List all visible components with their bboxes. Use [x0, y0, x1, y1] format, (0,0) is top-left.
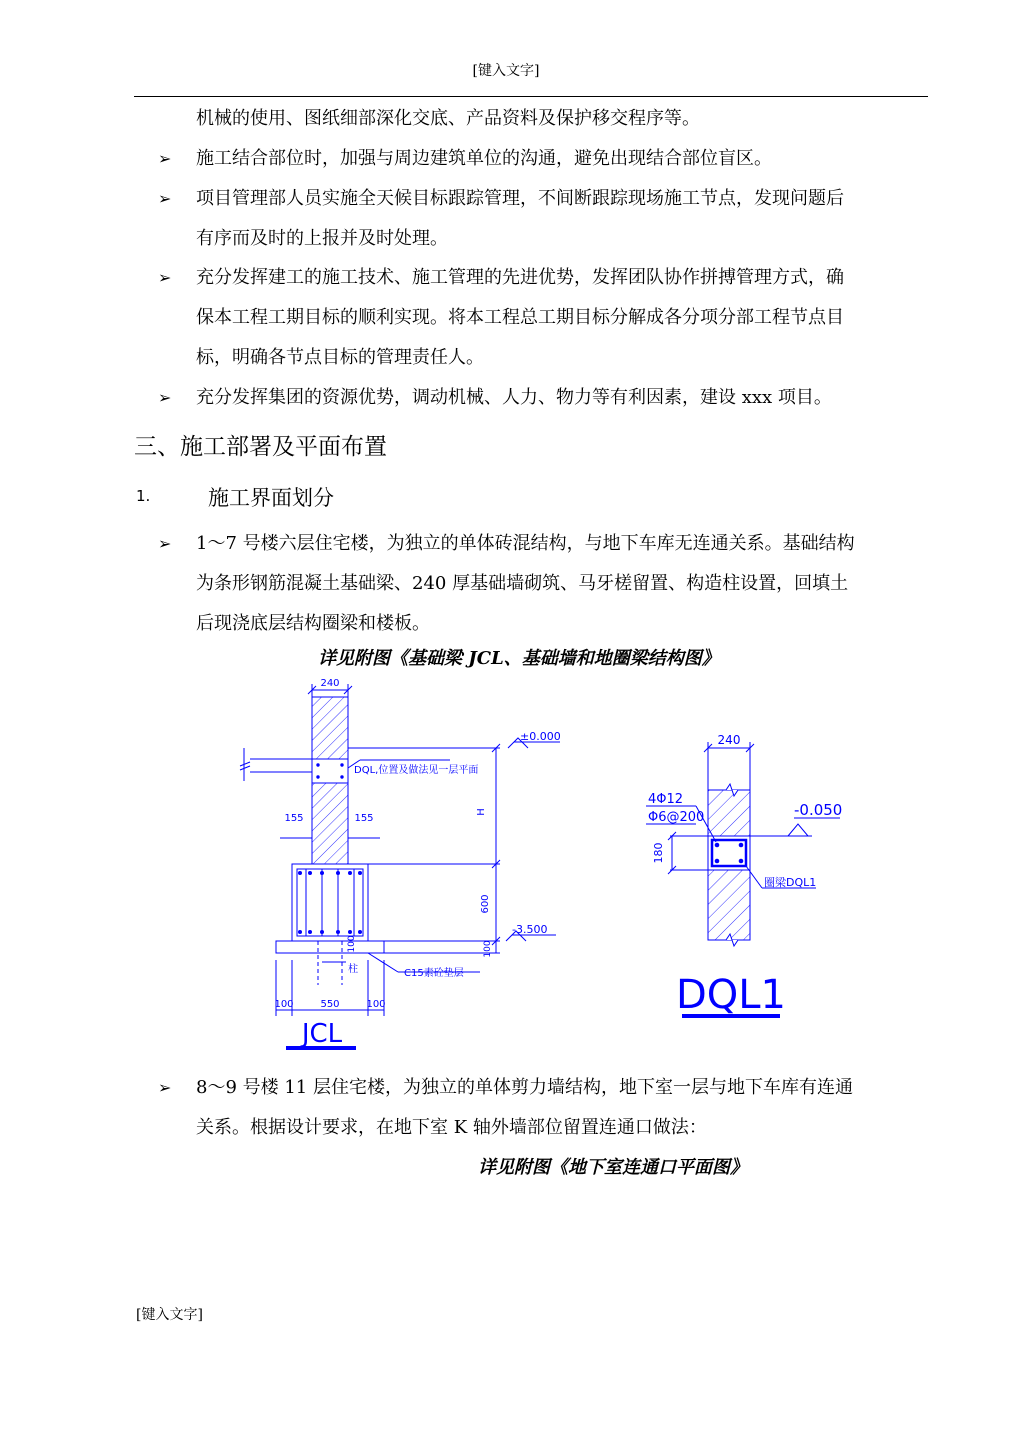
dql1-rebar-stirrup: Φ6@200: [648, 810, 705, 825]
page-header: [键入文字]: [472, 63, 540, 79]
bullet-item-text: 充分发挥建工的施工技术、施工管理的先进优势，发挥团队协作拼搏管理方式，确: [196, 267, 844, 288]
bullet-item-text: 后现浇底层结构圈梁和楼板。: [196, 613, 430, 634]
subsection-heading: 施工界面划分: [208, 486, 334, 510]
dql1-rebar-main: 4Φ12: [648, 792, 684, 807]
bullet-item-text: 1～7 号楼六层住宅楼，为独立的单体砖混结构，与地下车库无连通关系。基础结构: [196, 533, 855, 554]
bullet-item-text: 项目管理部人员实施全天候目标跟踪管理，不间断跟踪现场施工节点，发现问题后: [196, 188, 844, 209]
page-footer: [键入文字]: [136, 1307, 203, 1323]
bullet-item-text: 充分发挥集团的资源优势，调动机械、人力、物力等有利因素，建设 xxx 项目。: [196, 387, 832, 408]
bullet-item-text: 保本工程工期目标的顺利实现。将本工程总工期目标分解成各分项分部工程节点目: [196, 307, 844, 328]
subsection-number: 1.: [136, 487, 151, 505]
jcl-dim-600: 600: [480, 894, 491, 914]
jcl-elev-bottom: -3.500: [512, 923, 548, 936]
section-heading: 三、施工部署及平面布置: [134, 434, 387, 460]
bullet-item-text: 为条形钢筋混凝土基础梁、240 厚基础墙砌筑、马牙槎留置、构造柱设置，回填土: [196, 573, 849, 594]
bullet-item-text: 施工结合部位时，加强与周边建筑单位的沟通，避免出现结合部位盲区。: [196, 148, 772, 169]
jcl-c15-note: C15素砼垫层: [404, 968, 464, 979]
jcl-dim-bottom-100-right: 100: [366, 999, 386, 1010]
jcl-dim-top: 240: [320, 678, 340, 689]
paragraph-line: 机械的使用、图纸细部深化交底、产品资料及保护移交程序等。: [196, 108, 700, 129]
dql1-elev: -0.050: [794, 801, 843, 819]
jcl-dim-155-left: 155: [284, 813, 304, 824]
dql1-title: DQL1: [675, 972, 787, 1018]
jcl-dim-100-v1: 100: [347, 935, 357, 953]
jcl-h-label: H: [476, 808, 487, 816]
jcl-elev-top: ±0.000: [520, 730, 561, 743]
jcl-dim-155-right: 155: [354, 813, 374, 824]
jcl-title: JCL: [301, 1019, 343, 1049]
figure-caption: 详见附图《基础梁 JCL、基础墙和地圈梁结构图》: [318, 648, 720, 669]
dql1-dim-180: 180: [652, 842, 665, 864]
jcl-section-drawing: [240, 684, 560, 1048]
bullet-item-text: 关系。根据设计要求，在地下室 K 轴外墙部位留置连通口做法：: [196, 1117, 707, 1138]
bullet-item-text: 8～9 号楼 11 层住宅楼，为独立的单体剪力墙结构，地下室一层与地下车库有连通: [196, 1077, 853, 1098]
bullet-arrow-icon: ➢: [158, 1078, 172, 1097]
bullet-item-text: 有序而及时的上报并及时处理。: [196, 228, 448, 249]
jcl-zhu-label: 柱: [348, 964, 358, 975]
bullet-arrow-icon: ➢: [158, 189, 172, 208]
jcl-rebar-dots: [298, 871, 362, 934]
dql1-dim-top: 240: [717, 733, 741, 747]
bullet-arrow-icon: ➢: [158, 388, 172, 407]
jcl-dql-note: DQL,位置及做法见一层平面: [354, 765, 479, 776]
jcl-dim-bottom-550: 550: [320, 999, 340, 1010]
bullet-arrow-icon: ➢: [158, 149, 172, 168]
bullet-arrow-icon: ➢: [158, 268, 172, 287]
dql1-note: 圈梁DQL1: [764, 876, 817, 889]
bullet-item-text: 标，明确各节点目标的管理责任人。: [196, 347, 484, 368]
bullet-arrow-icon: ➢: [158, 534, 172, 553]
jcl-dim-bottom-100-left: 100: [274, 999, 294, 1010]
figure-caption: 详见附图《地下室连通口平面图》: [478, 1157, 748, 1178]
jcl-dim-100-v2: 100: [483, 940, 493, 958]
